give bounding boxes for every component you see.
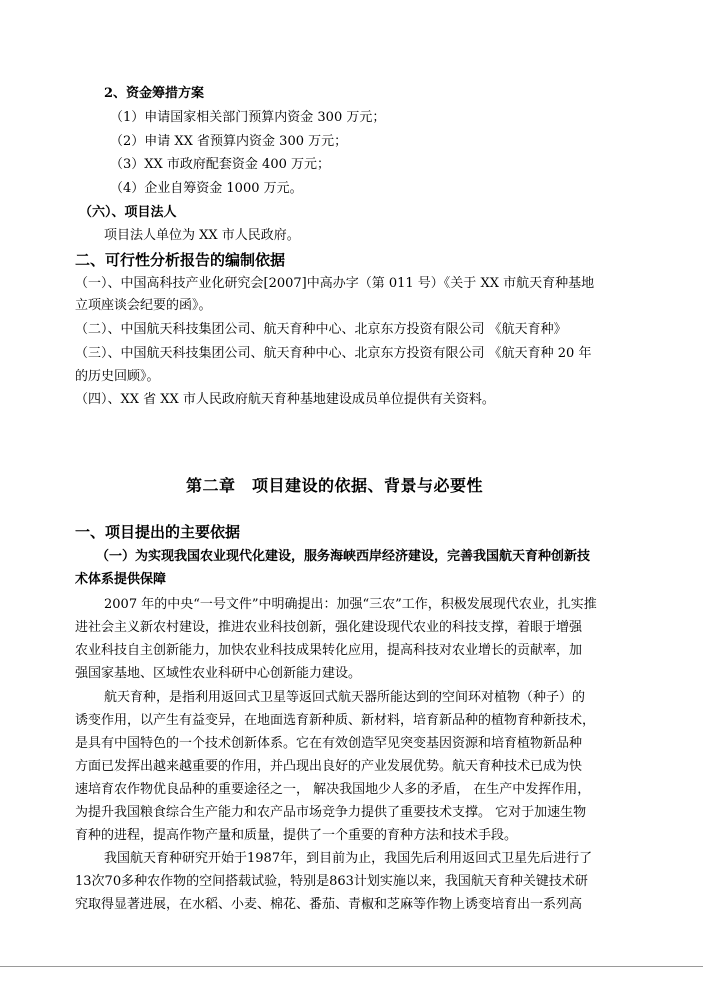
legal-person-heading: （六）、项目法人: [79, 205, 177, 220]
basis-line: （四）、XX 省 XX 市人民政府航天育种基地建设成员单位提供有关资料。: [75, 392, 495, 407]
basis-line: （一）、中国高科技产业化研究会[2007]中高办字（第 011 号）《关于 XX 市航天育种基地: [75, 276, 595, 291]
paragraph-line: 进社会主义新农村建设，推进农业科技创新，强化建设现代农业的科技支撑，着眼于增强: [75, 620, 583, 635]
page-bottom-rule: [0, 966, 703, 967]
basis-line: （三）、中国航天科技集团公司、航天育种中心、北京东方投资有限公司 《航天育种 20 年: [75, 346, 592, 361]
chapter-title: 第二章 项目建设的依据、背景与必要性: [186, 476, 484, 495]
funding-item: （4）企业自筹资金 1000 万元。: [110, 181, 303, 196]
paragraph-line: 是具有中国特色的一个技术创新体系。它在有效创造罕见突变基因资源和培育植物新品种: [75, 736, 583, 751]
paragraph-line: 育种的进程，提高作物产量和质量，提供了一个重要的育种方法和技术手段。: [75, 828, 518, 843]
paragraph-line: 13次70多种农作物的空间搭载试验，特别是863计划实施以来，我国航天育种关键技术研: [75, 874, 588, 889]
paragraph-line: 农业科技自主创新能力，加快农业科技成果转化应用，提高科技对农业增长的贡献率，加: [75, 643, 583, 658]
paragraph-line: 方面已发挥出越来越重要的作用，并凸现出良好的产业发展优势。航天育种技术已成为快: [75, 759, 583, 774]
paragraph-line: 速培育农作物优良品种的重要途径之一， 解决我国地少人多的矛盾， 在生产中发挥作用，: [75, 782, 591, 797]
paragraph-line: 为提升我国粮食综合生产能力和农产品市场竞争力提供了重要技术支撑。 它对于加速生物: [75, 805, 587, 820]
paragraph-line: 我国航天育种研究开始于1987年，到目前为止，我国先后利用返回式卫星先后进行了: [104, 851, 593, 866]
subsection-heading: 术体系提供保障: [75, 572, 167, 587]
funding-item: （1）申请国家相关部门预算内资金 300 万元；: [110, 110, 386, 125]
funding-heading: 2、资金筹措方案: [104, 86, 205, 101]
paragraph-line: 究取得显著进展，在水稻、小麦、棉花、番茄、青椒和芝麻等作物上诱变培育出一系列高: [75, 897, 583, 912]
basis-line: （二）、中国航天科技集团公司、航天育种中心、北京东方投资有限公司 《航天育种》: [75, 322, 567, 337]
paragraph-line: 2007 年的中央“一号文件”中明确提出：加强“三农”工作，积极发展现代农业，扎实推: [104, 597, 597, 612]
legal-person-text: 项目法人单位为 XX 市人民政府。: [104, 228, 300, 243]
section-heading: 一、项目提出的主要依据: [75, 523, 241, 541]
paragraph-line: 诱变作用，以产生有益变异，在地面选育新种质、新材料，培育新品种的植物育种新技术，: [75, 713, 596, 728]
paragraph-line: 航天育种，是指利用返回式卫星等返回式航天器所能达到的空间环对植物（种子）的: [104, 690, 586, 705]
paragraph-line: 强国家基地、区域性农业科研中心创新能力建设。: [75, 666, 362, 681]
funding-item: （3）XX 市政府配套资金 400 万元；: [110, 157, 330, 172]
subsection-heading: （一）为实现我国农业现代化建设，服务海峡西岸经济建设，完善我国航天育种创新技: [96, 549, 591, 564]
basis-heading: 二、可行性分析报告的编制依据: [75, 251, 286, 269]
basis-line: 的历史回顾》。: [75, 369, 160, 384]
basis-line: 立项座谈会纪要的函》。: [75, 298, 212, 313]
funding-item: （2）申请 XX 省预算内资金 300 万元；: [110, 134, 348, 149]
